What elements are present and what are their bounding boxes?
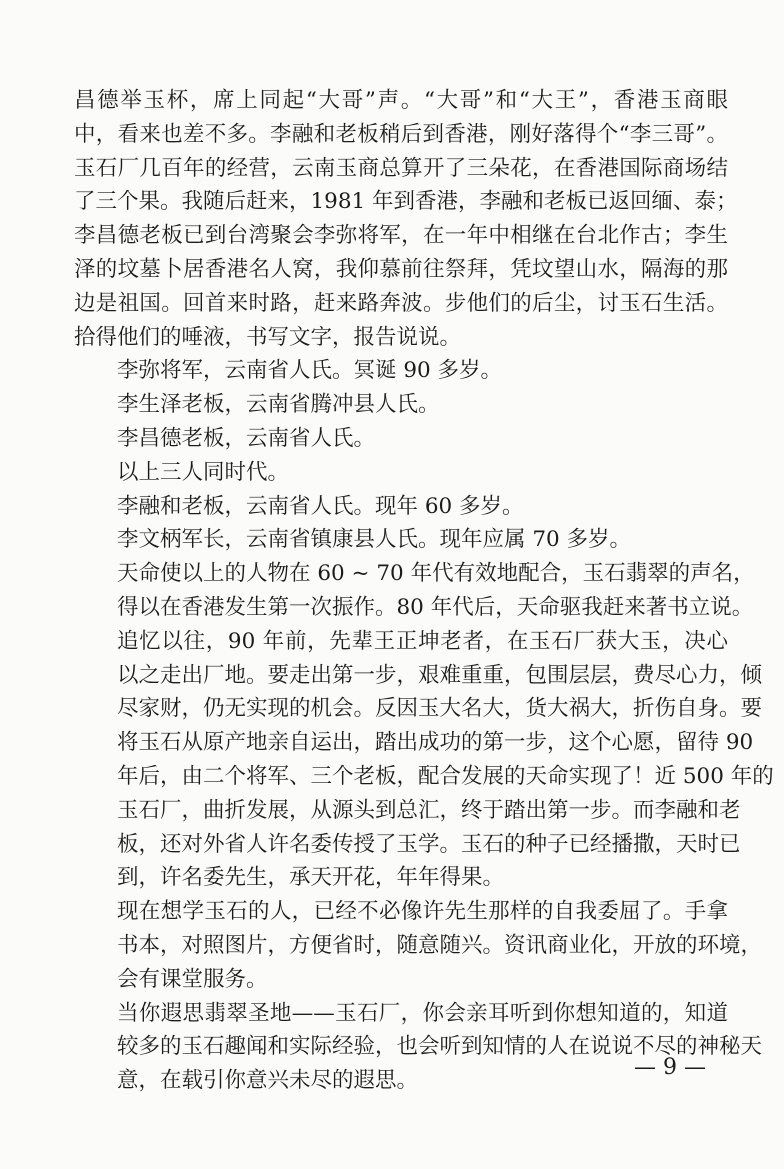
text-line: 边是祖国。回首来时路，赶来路奔波。步他们的后尘，讨玉石生活。 <box>74 290 728 316</box>
paragraph <box>74 84 738 354</box>
paragraph <box>74 422 728 456</box>
text-line: 了三个果。我随后赶来，1981 年到香港，李融和老板已返回缅、泰； <box>74 189 738 215</box>
text-line: 将玉石从原产地亲自运出，踏出成功的第一步，这个心愿，留待 90 <box>117 730 754 756</box>
text-line: 天命使以上的人物在 60 ~ 70 年代有效地配合，玉石翡翠的声名， <box>117 561 755 587</box>
paragraph <box>74 895 763 996</box>
text-line: 到，许名委先生，承天开花，年年得果。 <box>117 865 505 891</box>
text-line: 以上三人同时代。 <box>117 459 290 485</box>
paragraph <box>74 456 728 490</box>
paragraph <box>74 997 763 1098</box>
paragraph <box>74 625 774 895</box>
text-line: 李生泽老板，云南省腾冲县人氏。 <box>117 392 440 418</box>
text-line: 李文柄军长，云南省镇康县人氏。现年应属 70 多岁。 <box>117 527 632 553</box>
paragraph <box>74 490 728 524</box>
text-line: 拾得他们的唾液，书写文字，报告说说。 <box>74 324 462 350</box>
text-line: 以之走出厂地。要走出第一步，艰难重重，包围层层，费尽心力，倾 <box>117 662 763 688</box>
paragraph <box>74 523 728 557</box>
paragraph <box>74 388 728 422</box>
text-line: 玉石厂，曲折发展，从源头到总汇，终于踏出第一步。而李融和老 <box>117 797 741 823</box>
text-line: 昌德举玉杯，席上同起“大哥”声。“大哥”和“大王”，香港玉商眼 <box>74 88 728 113</box>
text-line: 尽家财，仍无实现的机会。反因玉大名大，货大祸大，折伤自身。要 <box>117 696 763 722</box>
text-line: 会有课堂服务。 <box>117 966 268 992</box>
text-line: 李昌德老板已到台湾聚会李弥将军，在一年中相继在台北作古；李生 <box>74 223 728 249</box>
text-line: 得以在香港发生第一次振作。80 年代后，天命驱我赶来著书立说。 <box>117 594 754 620</box>
paragraph <box>74 557 755 625</box>
text-line: 中，看来也差不多。李融和老板稍后到香港，刚好落得个“李三哥”。 <box>74 121 728 147</box>
text-line: 书本，对照图片，方便省时，随意随兴。资讯商业化，开放的环境， <box>117 932 763 958</box>
text-line: 现在想学玉石的人，已经不必像许先生那样的自我委屈了。手拿 <box>117 899 728 925</box>
text-line: 意，在载引你意兴未尽的遐思。 <box>117 1068 419 1094</box>
text-line: 玉石厂几百年的经营，云南玉商总算开了三朵花，在香港国际商场结 <box>74 155 728 181</box>
text-line: 追忆以往，90 年前，先辈王正坤老者，在玉石厂获大玉，决心 <box>117 628 728 654</box>
page-number: — 9 — <box>634 1055 706 1080</box>
text-line: 当你遐思翡翠圣地——玉石厂，你会亲耳听到你想知道的，知道 <box>117 1000 728 1026</box>
text-line: 板，还对外省人许名委传授了玉学。玉石的种子已经播撒，天时已 <box>117 831 741 857</box>
paragraph <box>74 354 728 388</box>
text-line: 较多的玉石趣闻和实际经验，也会听到知情的人在说说不尽的神秘天 <box>117 1034 763 1060</box>
text-line: 李昌德老板，云南省人氏。 <box>117 425 376 451</box>
text-line: 李融和老板，云南省人氏。现年 60 多岁。 <box>117 493 524 519</box>
text-line: 李弥将军，云南省人氏。冥诞 90 多岁。 <box>117 358 503 384</box>
text-line: 年后，由二个将军、三个老板，配合发展的天命实现了！近 500 年的 <box>117 763 774 789</box>
page-body <box>74 84 774 1098</box>
text-line: 泽的坟墓卜居香港名人窝，我仰慕前往祭拜，凭坟望山水，隔海的那 <box>74 256 728 282</box>
